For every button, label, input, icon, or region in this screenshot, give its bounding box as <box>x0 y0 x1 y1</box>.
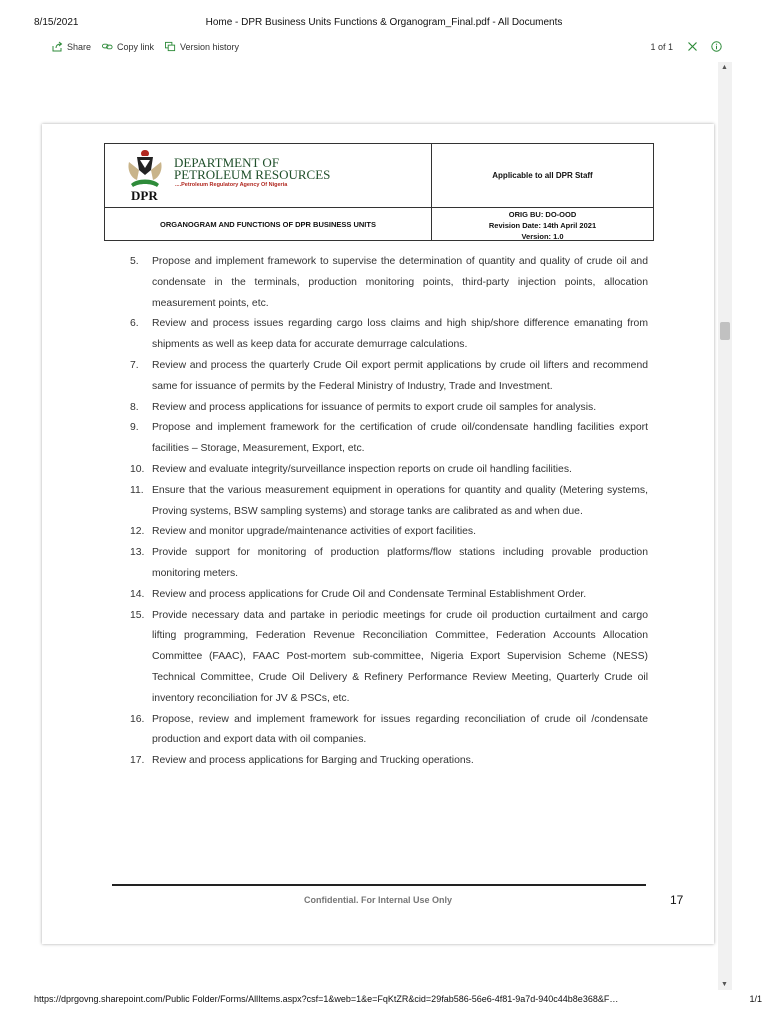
print-url: https://dprgovng.sharepoint.com/Public Folder/Forms/AllItems.aspx?csf=1&web=1&e=FqKtZR&cid=29fab586-56e6-4f81-9a7d-940c44b8e368&F… <box>34 994 619 1004</box>
list-item-text: Ensure that the various measurement equipment in operations for quantity and quality (Metering systems, Proving systems, BSW sampling systems) and storage tanks are calibrated as and when due. <box>152 484 648 517</box>
logo-tagline: ....Petroleum Regulatory Agency Of Nigeria <box>175 182 288 188</box>
pdf-page <box>42 124 714 944</box>
list-item-text: Provide support for monitoring of production platforms/flow stations including provable production monitoring meters. <box>152 547 648 579</box>
scroll-up-arrow-icon[interactable]: ▲ <box>721 64 728 71</box>
list-item-text: Review and process the quarterly Crude Oil export permit applications by crude oil lifters and recommend same for issuance of permits by the Federal Ministry of Industry, Trade and Investment. <box>152 359 648 392</box>
share-label: Share <box>67 41 92 52</box>
share-button[interactable] <box>52 41 91 52</box>
orig-bu: ORIG BU: DO-OOD <box>508 210 577 219</box>
list-item <box>130 481 648 523</box>
list-item-text: Propose and implement framework to supervise the determination of quantity and quality of crude oil and condensate in the terminals, production monitoring points, third-party injection points, allocation measurement points, etc. <box>152 256 648 309</box>
list-item-number: 15. <box>130 609 145 621</box>
list-item <box>130 398 648 419</box>
print-footer <box>0 992 768 1012</box>
list-item <box>130 543 648 585</box>
print-header <box>0 0 768 38</box>
list-item <box>130 710 648 752</box>
version-history-button[interactable] <box>165 41 239 52</box>
logo-abbreviation: DPR <box>131 188 158 203</box>
logo-department-line1: DEPARTMENT OF <box>174 155 280 170</box>
list-item <box>130 522 648 543</box>
list-item-text: Propose, review and implement framework for issues regarding reconciliation of crude oil /condensate production and export data with oil companies. <box>152 713 648 746</box>
info-button[interactable] <box>711 41 722 54</box>
list-item <box>130 252 648 314</box>
print-title: Home - DPR Business Units Functions & Organogram_Final.pdf - All Documents <box>205 17 563 28</box>
list-item-text: Review and process issues regarding cargo loss claims and high ship/shore difference emanating from shipments as well as keep data for accurate demurrage calculations. <box>152 318 648 351</box>
applicability-cell: Applicable to all DPR Staff <box>432 144 653 208</box>
revision-cell <box>432 208 653 241</box>
scroll-thumb[interactable] <box>720 322 730 340</box>
logo-department-line2: PETROLEUM RESOURCES <box>174 167 331 182</box>
list-item-number: 11. <box>130 484 144 496</box>
revision-date: Revision Date: 14th April 2021 <box>488 221 597 230</box>
copy-link-icon <box>102 41 113 52</box>
functions-list <box>130 252 648 772</box>
list-item-text: Propose and implement framework for the certification of crude oil/condensate handling facilities export facilities – Storage, Measurement, Export, etc. <box>152 422 648 455</box>
logo-cell <box>105 144 432 208</box>
version-history-label: Version history <box>180 41 240 52</box>
copy-link-button[interactable] <box>102 41 154 52</box>
close-icon <box>687 41 698 52</box>
list-item-text: Review and evaluate integrity/surveillance inspection reports on crude oil handling facilities. <box>152 463 572 475</box>
list-item <box>130 751 648 772</box>
list-item-number: 5. <box>130 256 139 267</box>
list-item-number: 9. <box>130 422 139 434</box>
print-date: 8/15/2021 <box>34 17 79 28</box>
list-item-number: 8. <box>130 401 139 413</box>
version-label: Version: 1.0 <box>521 232 564 241</box>
close-button[interactable] <box>687 41 698 54</box>
list-item-number: 6. <box>130 318 139 330</box>
list-item-number: 13. <box>130 547 145 559</box>
footer-divider <box>112 884 646 886</box>
list-item-text: Review and process applications for issuance of permits to export crude oil samples for analysis. <box>152 401 597 413</box>
list-item <box>130 606 648 710</box>
list-item-number: 17. <box>130 755 145 767</box>
list-item <box>130 356 648 398</box>
coat-of-arms-icon <box>123 148 167 190</box>
share-icon <box>52 41 63 52</box>
list-item <box>130 314 648 356</box>
print-page-count: 1/1 <box>749 994 762 1004</box>
list-item-number: 7. <box>130 359 139 371</box>
list-item-number: 14. <box>130 588 145 600</box>
page-number: 17 <box>670 893 684 907</box>
list-item-number: 12. <box>130 526 145 538</box>
vertical-scrollbar[interactable] <box>718 62 732 990</box>
list-item-number: 16. <box>130 713 145 725</box>
scroll-down-arrow-icon[interactable]: ▼ <box>721 981 728 988</box>
viewer-toolbar <box>0 38 768 58</box>
list-item <box>130 460 648 481</box>
document-title-cell: ORGANOGRAM AND FUNCTIONS OF DPR BUSINESS UNITS <box>105 208 432 241</box>
page-count: 1 of 1 <box>650 42 673 52</box>
list-item-number: 10. <box>130 463 145 475</box>
list-item <box>130 585 648 606</box>
version-history-icon <box>165 41 176 52</box>
list-item-text: Review and process applications for Barging and Trucking operations. <box>152 755 474 767</box>
list-item-text: Review and process applications for Crude Oil and Condensate Terminal Establishment Order. <box>152 588 587 600</box>
list-item <box>130 418 648 460</box>
document-header-table <box>104 143 654 241</box>
list-item-text: Review and monitor upgrade/maintenance activities of export facilities. <box>152 526 477 538</box>
confidential-notice: Confidential. For Internal Use Only <box>303 895 453 905</box>
copy-link-label: Copy link <box>117 41 155 52</box>
list-item-text: Provide necessary data and partake in periodic meetings for crude oil production curtailment and cargo lifting programming, Federation Revenue Reconciliation Committee, Federation Accounts Allocation Committee (FAAC), FAAC Post-mortem sub-committee, Nigeria Export Supervision Scheme (NESS) Technical Committee, Crude Oil Delivery & Refinery Performance Review Meeting, Quarterly Crude oil inventory reconciliation for JV & PSCs, etc. <box>152 609 648 704</box>
info-icon <box>711 41 722 52</box>
